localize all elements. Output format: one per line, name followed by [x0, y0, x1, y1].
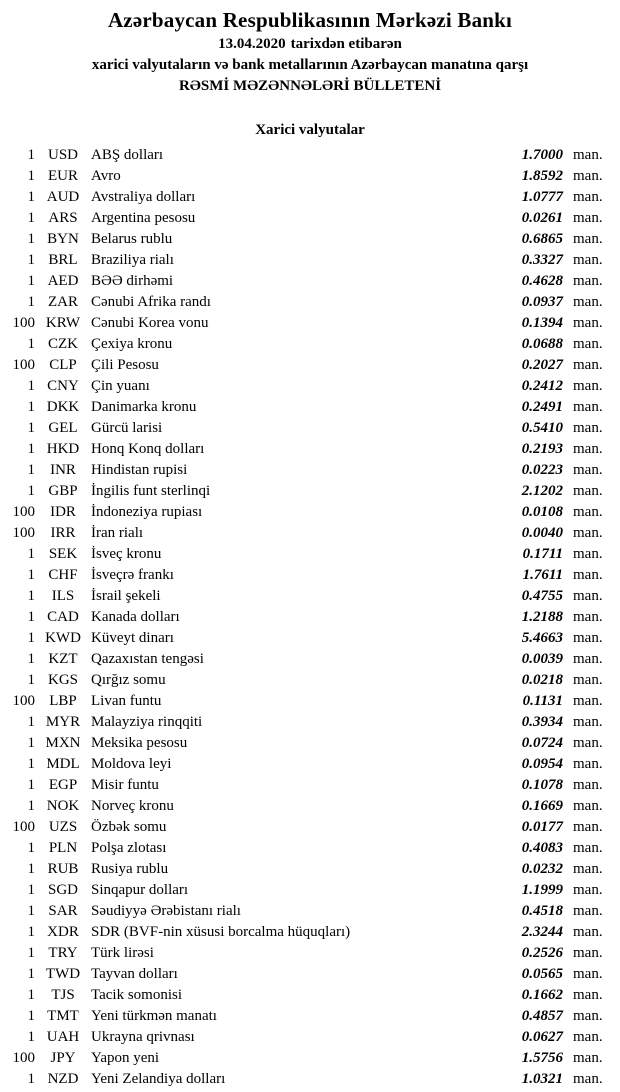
currency-code: CAD	[47, 609, 79, 625]
unit-label: man.	[573, 840, 603, 856]
exchange-rate: 5.4663	[521, 630, 563, 646]
nominal-quantity: 1	[27, 210, 35, 226]
unit-label: man.	[573, 441, 603, 457]
rate-row	[0, 945, 620, 966]
currency-name: Özbək somu	[91, 819, 167, 835]
currency-name: Cənubi Afrika randı	[91, 294, 211, 310]
currency-name: Belarus rublu	[91, 231, 173, 247]
currency-name: Səudiyyə Ərəbistanı rialı	[91, 903, 241, 919]
rate-row	[0, 210, 620, 231]
currency-code: BRL	[48, 252, 78, 268]
currency-code: NZD	[47, 1071, 79, 1087]
currency-code: ZAR	[48, 294, 78, 310]
currency-name: SDR (BVF-nin xüsusi borcalma hüquqları)	[91, 924, 351, 940]
currency-code: UZS	[48, 819, 78, 835]
unit-label: man.	[573, 147, 603, 163]
currency-code: KGS	[47, 672, 78, 688]
bank-title: Azərbaycan Respublikasının Mərkəzi Bankı	[107, 8, 513, 32]
exchange-rate: 0.0627	[521, 1029, 563, 1045]
exchange-rate: 0.0040	[521, 525, 563, 541]
nominal-quantity: 1	[27, 672, 35, 688]
rate-row	[0, 546, 620, 567]
currency-code: CZK	[48, 336, 78, 352]
exchange-rate: 0.4628	[521, 273, 563, 289]
unit-label: man.	[573, 651, 603, 667]
currency-name: İran rialı	[91, 525, 144, 541]
unit-label: man.	[573, 693, 603, 709]
currency-name: Braziliya rialı	[91, 252, 174, 268]
exchange-rate: 0.6865	[521, 231, 563, 247]
rate-row	[0, 651, 620, 672]
currency-code: ARS	[48, 210, 78, 226]
nominal-quantity: 100	[12, 525, 35, 541]
currency-code: TWD	[45, 966, 81, 982]
nominal-quantity: 1	[27, 588, 35, 604]
exchange-rate: 1.8592	[521, 168, 563, 184]
currency-name: Çexiya kronu	[91, 336, 173, 352]
exchange-rate: 0.0108	[521, 504, 563, 520]
nominal-quantity: 1	[27, 882, 35, 898]
rate-row	[0, 1071, 620, 1092]
exchange-rate: 0.0218	[521, 672, 563, 688]
unit-label: man.	[573, 168, 603, 184]
currency-name: Gürcü larisi	[91, 420, 163, 436]
exchange-rate: 1.2188	[521, 609, 563, 625]
currency-name: Qazaxıstan tengəsi	[91, 651, 204, 667]
currency-name: Meksika pesosu	[91, 735, 188, 751]
exchange-rate: 1.7000	[521, 147, 563, 163]
currency-code: INR	[50, 462, 76, 478]
rate-row	[0, 483, 620, 504]
exchange-rate: 0.0261	[521, 210, 563, 226]
currency-name: BƏƏ dirhəmi	[91, 273, 174, 289]
currency-code: AED	[47, 273, 79, 289]
rate-row	[0, 798, 620, 819]
currency-code: GEL	[48, 420, 78, 436]
currency-name: Cənubi Korea vonu	[91, 315, 209, 331]
currency-name: Tacik somonisi	[91, 987, 183, 1003]
nominal-quantity: 1	[27, 861, 35, 877]
nominal-quantity: 1	[27, 336, 35, 352]
rate-row	[0, 315, 620, 336]
exchange-rate: 1.5756	[521, 1050, 563, 1066]
effective-date-line	[0, 34, 620, 55]
currency-code: RUB	[47, 861, 79, 877]
currency-name: Sinqapur dolları	[91, 882, 189, 898]
rate-row	[0, 147, 620, 168]
currency-name: Polşa zlotası	[91, 840, 167, 856]
exchange-rate: 0.1662	[521, 987, 563, 1003]
currency-code: USD	[47, 147, 78, 163]
currency-code: BYN	[47, 231, 79, 247]
nominal-quantity: 1	[27, 609, 35, 625]
rate-row	[0, 882, 620, 903]
nominal-quantity: 1	[27, 966, 35, 982]
nominal-quantity: 1	[27, 924, 35, 940]
bulletin-subtitle: xarici valyutaların və bank metallarının Azərbaycan manatına qarşı	[91, 57, 529, 73]
currency-code: CLP	[49, 357, 77, 373]
nominal-quantity: 1	[27, 189, 35, 205]
unit-label: man.	[573, 777, 603, 793]
currency-name: ABŞ dolları	[91, 147, 164, 163]
unit-label: man.	[573, 756, 603, 772]
nominal-quantity: 1	[27, 777, 35, 793]
rates-table	[0, 147, 620, 1092]
nominal-quantity: 1	[27, 1008, 35, 1024]
nominal-quantity: 1	[27, 294, 35, 310]
exchange-rate: 0.1669	[521, 798, 563, 814]
unit-label: man.	[573, 714, 603, 730]
unit-label: man.	[573, 966, 603, 982]
nominal-quantity: 1	[27, 630, 35, 646]
currency-name: İngilis funt sterlinqi	[91, 483, 211, 499]
nominal-quantity: 1	[27, 420, 35, 436]
unit-label: man.	[573, 336, 603, 352]
exchange-rate: 0.4857	[521, 1008, 563, 1024]
nominal-quantity: 1	[27, 462, 35, 478]
rate-row	[0, 441, 620, 462]
unit-label: man.	[573, 462, 603, 478]
unit-label: man.	[573, 273, 603, 289]
rate-row	[0, 714, 620, 735]
rate-row	[0, 462, 620, 483]
rate-row	[0, 189, 620, 210]
currency-code: DKK	[46, 399, 80, 415]
currency-name: Honq Konq dolları	[91, 441, 205, 457]
nominal-quantity: 1	[27, 798, 35, 814]
exchange-rate: 0.0223	[521, 462, 563, 478]
unit-label: man.	[573, 504, 603, 520]
exchange-rate: 1.1999	[521, 882, 563, 898]
effective-date-suffix: tarixdən etibarən	[290, 36, 402, 52]
unit-label: man.	[573, 189, 603, 205]
currency-code: MYR	[45, 714, 81, 730]
unit-label: man.	[573, 546, 603, 562]
currency-code: KZT	[48, 651, 78, 667]
currency-code: JPY	[50, 1050, 76, 1066]
rate-row	[0, 357, 620, 378]
nominal-quantity: 100	[12, 1050, 35, 1066]
nominal-quantity: 100	[12, 357, 35, 373]
exchange-rate: 0.1711	[522, 546, 563, 562]
currency-code: TMT	[47, 1008, 79, 1024]
unit-label: man.	[573, 294, 603, 310]
rate-row	[0, 567, 620, 588]
currency-code: IDR	[50, 504, 76, 520]
exchange-rate: 0.2193	[521, 441, 563, 457]
currency-name: Qırğız somu	[91, 672, 166, 688]
nominal-quantity: 1	[27, 378, 35, 394]
rate-row	[0, 273, 620, 294]
exchange-rate: 2.1202	[521, 483, 563, 499]
exchange-rate: 0.2027	[521, 357, 563, 373]
currency-code: SAR	[48, 903, 78, 919]
currency-name: Türk lirəsi	[91, 945, 154, 961]
exchange-rate: 0.2526	[521, 945, 563, 961]
exchange-rate: 0.3934	[521, 714, 563, 730]
exchange-rate: 1.7611	[522, 567, 563, 583]
unit-label: man.	[573, 1071, 603, 1087]
currency-name: Çili Pesosu	[91, 357, 159, 373]
unit-label: man.	[573, 672, 603, 688]
rate-row	[0, 504, 620, 525]
currency-code: NOK	[46, 798, 80, 814]
currency-name: Misir funtu	[91, 777, 159, 793]
currency-name: Yapon yeni	[91, 1050, 160, 1066]
nominal-quantity: 1	[27, 147, 35, 163]
nominal-quantity: 100	[12, 693, 35, 709]
unit-label: man.	[573, 252, 603, 268]
unit-label: man.	[573, 315, 603, 331]
unit-label: man.	[573, 819, 603, 835]
nominal-quantity: 1	[27, 1029, 35, 1045]
rate-row	[0, 819, 620, 840]
exchange-rate: 2.3244	[521, 924, 563, 940]
bulletin-title: RƏSMİ MƏZƏNNƏLƏRİ BÜLLETENİ	[178, 78, 442, 94]
rate-row	[0, 735, 620, 756]
currency-name: Danimarka kronu	[91, 399, 197, 415]
currency-name: Tayvan dolları	[91, 966, 178, 982]
exchange-rate: 0.1078	[521, 777, 563, 793]
currency-name: Norveç kronu	[91, 798, 174, 814]
unit-label: man.	[573, 630, 603, 646]
currency-code: MDL	[46, 756, 80, 772]
currency-name: Rusiya rublu	[91, 861, 169, 877]
rate-row	[0, 252, 620, 273]
nominal-quantity: 100	[12, 504, 35, 520]
rate-row	[0, 399, 620, 420]
currency-code: TRY	[48, 945, 78, 961]
currency-code: ILS	[51, 588, 75, 604]
rate-row	[0, 840, 620, 861]
exchange-rate: 0.0688	[521, 336, 563, 352]
currency-code: PLN	[48, 840, 78, 856]
unit-label: man.	[573, 903, 603, 919]
nominal-quantity: 1	[27, 252, 35, 268]
unit-label: man.	[573, 1008, 603, 1024]
unit-label: man.	[573, 609, 603, 625]
nominal-quantity: 1	[27, 441, 35, 457]
unit-label: man.	[573, 210, 603, 226]
currency-name: İsveçrə frankı	[91, 567, 174, 583]
rate-row	[0, 924, 620, 945]
rate-row	[0, 672, 620, 693]
rate-row	[0, 1050, 620, 1071]
rate-row	[0, 693, 620, 714]
currency-name: Ukrayna qrivnası	[91, 1029, 195, 1045]
currency-code: IRR	[50, 525, 76, 541]
rate-row	[0, 1029, 620, 1050]
currency-code: EGP	[48, 777, 78, 793]
unit-label: man.	[573, 567, 603, 583]
currency-code: UAH	[46, 1029, 80, 1045]
currency-name: Argentina pesosu	[91, 210, 196, 226]
currency-name: Küveyt dinarı	[91, 630, 174, 646]
currency-code: MXN	[45, 735, 81, 751]
nominal-quantity: 1	[27, 756, 35, 772]
exchange-rate: 0.2491	[521, 399, 563, 415]
nominal-quantity: 1	[27, 945, 35, 961]
currency-code: SEK	[48, 546, 78, 562]
exchange-rate: 0.3327	[521, 252, 563, 268]
unit-label: man.	[573, 861, 603, 877]
nominal-quantity: 1	[27, 168, 35, 184]
currency-code: KRW	[45, 315, 81, 331]
exchange-rate: 0.0232	[521, 861, 563, 877]
unit-label: man.	[573, 924, 603, 940]
nominal-quantity: 1	[27, 546, 35, 562]
exchange-rate: 1.0777	[521, 189, 563, 205]
bulletin-header	[0, 0, 620, 97]
exchange-rate: 0.5410	[521, 420, 563, 436]
nominal-quantity: 1	[27, 231, 35, 247]
rate-row	[0, 630, 620, 651]
unit-label: man.	[573, 231, 603, 247]
exchange-rate: 0.1131	[522, 693, 563, 709]
exchange-rate: 0.4518	[521, 903, 563, 919]
currency-name: Yeni Zelandiya dolları	[91, 1071, 226, 1087]
rate-row	[0, 609, 620, 630]
rate-row	[0, 336, 620, 357]
currency-name: İndoneziya rupiası	[91, 504, 203, 520]
currency-name: Hindistan rupisi	[91, 462, 188, 478]
nominal-quantity: 1	[27, 483, 35, 499]
unit-label: man.	[573, 588, 603, 604]
exchange-rate: 0.0937	[521, 294, 563, 310]
unit-label: man.	[573, 945, 603, 961]
currency-name: Çin yuanı	[91, 378, 150, 394]
rate-row	[0, 525, 620, 546]
exchange-rate: 1.0321	[521, 1071, 563, 1087]
currency-code: GBP	[48, 483, 78, 499]
exchange-rate: 0.0177	[521, 819, 563, 835]
section-title-foreign-currencies: Xarici valyutalar	[255, 122, 365, 138]
nominal-quantity: 1	[27, 840, 35, 856]
currency-code: HKD	[46, 441, 80, 457]
rate-row	[0, 294, 620, 315]
unit-label: man.	[573, 483, 603, 499]
rate-row	[0, 231, 620, 252]
currency-code: CHF	[48, 567, 78, 583]
currency-name: Yeni türkmən manatı	[91, 1008, 217, 1024]
unit-label: man.	[573, 525, 603, 541]
currency-code: EUR	[48, 168, 78, 184]
nominal-quantity: 1	[27, 399, 35, 415]
unit-label: man.	[573, 798, 603, 814]
exchange-rate: 0.0724	[521, 735, 563, 751]
rate-row	[0, 168, 620, 189]
rate-row	[0, 756, 620, 777]
currency-code: SGD	[47, 882, 78, 898]
rate-row	[0, 588, 620, 609]
exchange-rate: 0.4083	[521, 840, 563, 856]
nominal-quantity: 1	[27, 651, 35, 667]
currency-name: Livan funtu	[91, 693, 162, 709]
rate-row	[0, 861, 620, 882]
nominal-quantity: 100	[12, 315, 35, 331]
unit-label: man.	[573, 399, 603, 415]
nominal-quantity: 1	[27, 987, 35, 1003]
nominal-quantity: 1	[27, 567, 35, 583]
currency-name: Avro	[91, 168, 121, 184]
nominal-quantity: 1	[27, 714, 35, 730]
exchange-rate: 0.0565	[521, 966, 563, 982]
unit-label: man.	[573, 735, 603, 751]
currency-name: Malayziya rinqqiti	[91, 714, 203, 730]
nominal-quantity: 1	[27, 273, 35, 289]
currency-code: TJS	[51, 987, 75, 1003]
currency-code: LBP	[49, 693, 77, 709]
currency-name: İsrail şekeli	[91, 588, 161, 604]
currency-code: XDR	[47, 924, 79, 940]
nominal-quantity: 100	[12, 819, 35, 835]
unit-label: man.	[573, 987, 603, 1003]
exchange-rate: 0.2412	[521, 378, 563, 394]
nominal-quantity: 1	[27, 735, 35, 751]
rate-row	[0, 966, 620, 987]
currency-name: Moldova leyi	[91, 756, 172, 772]
currency-code: CNY	[47, 378, 79, 394]
rate-row	[0, 903, 620, 924]
currency-name: Kanada dolları	[91, 609, 180, 625]
effective-date: 13.04.2020	[218, 36, 286, 52]
unit-label: man.	[573, 378, 603, 394]
rate-row	[0, 1008, 620, 1029]
unit-label: man.	[573, 420, 603, 436]
unit-label: man.	[573, 1050, 603, 1066]
nominal-quantity: 1	[27, 1071, 35, 1087]
currency-code: AUD	[46, 189, 80, 205]
exchange-rate: 0.0954	[521, 756, 563, 772]
currency-code: KWD	[45, 630, 81, 646]
exchange-rate: 0.1394	[521, 315, 563, 331]
rate-row	[0, 987, 620, 1008]
exchange-rate: 0.0039	[521, 651, 563, 667]
currency-name: İsveç kronu	[91, 546, 162, 562]
nominal-quantity: 1	[27, 903, 35, 919]
unit-label: man.	[573, 357, 603, 373]
rate-row	[0, 777, 620, 798]
rate-row	[0, 420, 620, 441]
rate-row	[0, 378, 620, 399]
unit-label: man.	[573, 882, 603, 898]
exchange-rate: 0.4755	[521, 588, 563, 604]
unit-label: man.	[573, 1029, 603, 1045]
currency-name: Avstraliya dolları	[91, 189, 196, 205]
